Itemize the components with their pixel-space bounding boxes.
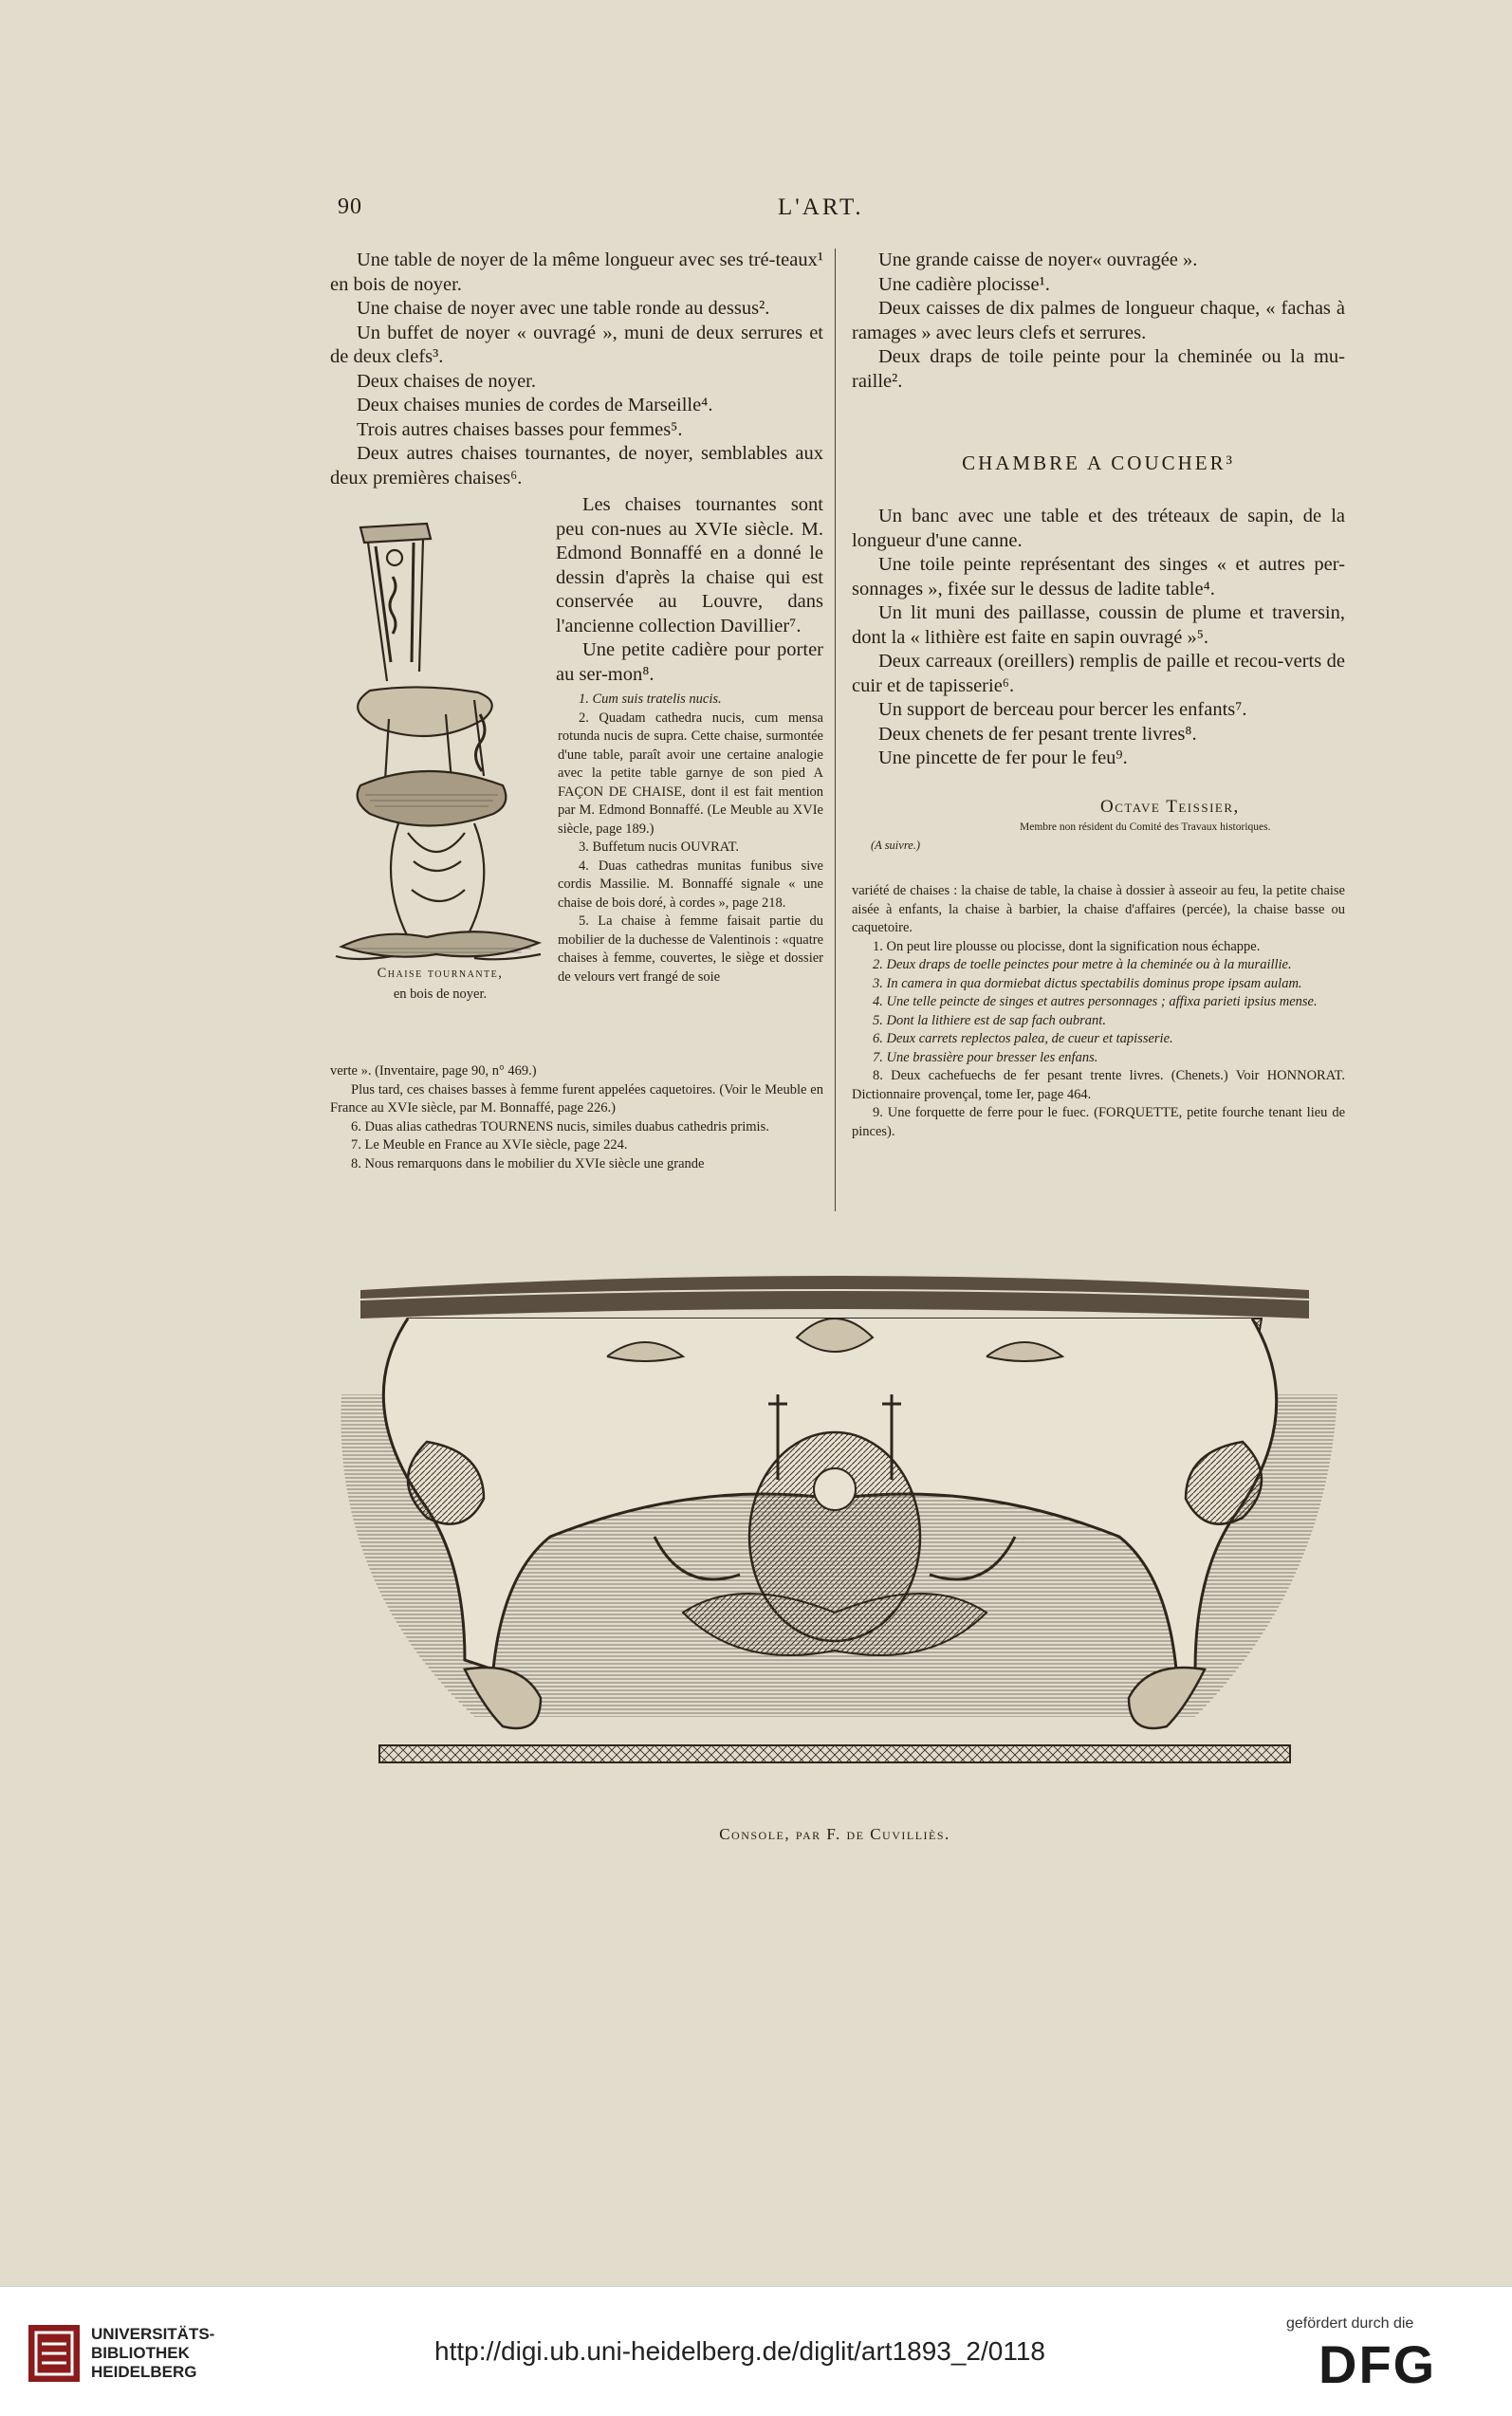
right-paragraph: Deux carreaux (oreillers) remplis de paille et recou-verts de cuir et de tapisserie⁶. (852, 651, 1345, 696)
right-footnote: 1. On peut lire plousse ou plocisse, dont la signification nous échappe. (873, 938, 1261, 954)
right-paragraph: Une cadière plocisse¹. (878, 273, 1050, 295)
running-title: L'ART. (778, 194, 864, 220)
left-footnote: verte ». (Inventaire, page 90, n° 469.) (330, 1063, 537, 1079)
left-paragraph: Deux autres chaises tournantes, de noyer, semblables aux deux premières chaises⁶. (330, 443, 823, 489)
left-footnote: 6. Duas alias cathedras TOURNENS nucis, similes duabus cathedris primis. (351, 1118, 769, 1134)
footer-bar (0, 2286, 1512, 2416)
right-paragraph: Une grande caisse de noyer« ouvragée ». (878, 249, 1198, 270)
right-footnote: 9. Une forquette de ferre pour le fuec. (FORQUETTE, petite fourche tenant lieu de pinces). (852, 1105, 1345, 1139)
library-name-line: HEIDELBERG (91, 2363, 197, 2381)
library-name-line: BIBLIOTHEK (91, 2344, 190, 2362)
chair-engraving (332, 520, 548, 966)
right-notes (852, 882, 1345, 1141)
to-follow-note: (A suivre.) (871, 839, 921, 852)
left-footnote: 5. La chaise à femme faisait partie du mobilier de la duchesse de Valentinois : «quatre chaises à femme, couvertes, le siège et dossier de velours vert frangé de soie (558, 913, 823, 985)
chair-caption-title: Chaise tournante, (377, 966, 504, 981)
chair-caption (332, 963, 548, 1005)
left-wrap-text (556, 493, 823, 687)
university-seal-icon (28, 2325, 80, 2382)
left-wrap-paragraph: Une petite cadière pour porter au ser-mon⁸. (556, 639, 823, 685)
right-paragraph: Deux draps de toile peinte pour la cheminée ou la mu-raille². (852, 346, 1345, 392)
left-footnote: 3. Buffetum nucis OUVRAT. (579, 839, 740, 855)
funding-note: gefördert durch die (1286, 2315, 1414, 2332)
right-footnote: 2. Deux draps de toelle peinctes pour metre à la cheminée ou à la muraillie. (873, 957, 1292, 972)
column-divider (835, 249, 836, 1211)
right-column-section (852, 505, 1345, 771)
library-name-line: UNIVERSITÄTS- (91, 2325, 215, 2343)
left-paragraph: Une chaise de noyer avec une table ronde au dessus². (357, 298, 770, 319)
right-paragraph: Deux caisses de dix palmes de longueur chaque, « fachas à ramages » avec leurs clefs et serrures. (852, 298, 1345, 343)
dfg-logo: DFG (1318, 2334, 1437, 2394)
right-paragraph: Deux chenets de fer pesant trente livres⁸. (878, 723, 1197, 745)
right-footnote: 5. Dont la lithiere est de sap fach oubrant. (873, 1012, 1106, 1028)
right-paragraph: Un banc avec une table et des tréteaux de sapin, de la longueur d'une canne. (852, 506, 1345, 551)
right-footnote: variété de chaises : la chaise de table, la chaise à dossier à asseoir au feu, la petite chaise aisée à enfants, la chaise à barbier, la chaise d'affaires (percée), la chaise basse ou caquetoire. (852, 883, 1345, 935)
chair-caption-subtitle: en bois de noyer. (393, 987, 488, 1002)
right-paragraph: Un lit muni des paillasse, coussin de plume et traversin, dont la « lithière est faite en sapin ouvragé »⁵. (852, 602, 1345, 648)
author-signature: Octave Teissier, (1100, 797, 1240, 817)
left-notes-wrap (558, 691, 823, 987)
left-wrap-paragraph: Les chaises tournantes sont peu con-nues au XVIe siècle. M. Edmond Bonnaffé en a donné le dessin d'après la chaise qui est conservée au Louvre, dans l'ancienne collection Davillier⁷. (556, 494, 823, 636)
plate-caption: Console, par F. de Cuvilliès. (719, 1825, 950, 1843)
author-role: Membre non résident du Comité des Travaux historiques. (1020, 821, 1271, 833)
left-footnote: Plus tard, ces chaises basses à femme furent appelées caquetoires. (Voir le Meuble en France au XVIe siècle, par M. Bonnaffé, page 226.) (330, 1081, 823, 1116)
right-paragraph: Un support de berceau pour bercer les enfants⁷. (878, 699, 1247, 720)
right-column-top (852, 249, 1345, 394)
right-footnote: 3. In camera in qua dormiebat dictus spectabilis dominus prope ipsam aulam. (873, 975, 1302, 991)
left-paragraph: Deux chaises de noyer. (357, 370, 536, 392)
right-footnote: 7. Une brassière pour bresser les enfans. (873, 1049, 1098, 1065)
library-name (91, 2325, 214, 2382)
left-notes-full (330, 1062, 823, 1173)
right-paragraph: Une pincette de fer pour le feu⁹. (878, 747, 1128, 768)
console-engraving (323, 1271, 1347, 1802)
page-number: 90 (338, 194, 362, 219)
left-paragraph: Trois autres chaises basses pour femmes⁵. (357, 418, 683, 440)
right-footnote: 4. Une telle peincte de singes et autres personnages ; affixa parieti ipsius mense. (873, 994, 1318, 1009)
left-paragraph: Deux chaises munies de cordes de Marseille⁴. (357, 395, 713, 415)
source-url-link[interactable]: http://digi.ub.uni-heidelberg.de/diglit/art1893_2/0118 (434, 2336, 1045, 2366)
right-footnote: 6. Deux carrets replectos palea, de cueur et tapisserie. (873, 1031, 1173, 1046)
section-heading: CHAMBRE A COUCHER³ (962, 452, 1235, 474)
left-paragraph: Une table de noyer de la même longueur avec ses tré-teaux¹ en bois de noyer. (330, 249, 823, 295)
left-footnote: 1. Cum suis tratelis nucis. (579, 692, 722, 707)
left-footnote: 7. Le Meuble en France au XVIe siècle, page 224. (351, 1137, 628, 1153)
left-footnote: 4. Duas cathedras munitas funibus sive cordis Massilie. M. Bonnaffé signale « une chaise de bois doré, à cordes », page 218. (558, 858, 823, 911)
right-paragraph: Une toile peinte représentant des singes « et autres per-sonnages », fixée sur le dessus de ladite table⁴. (852, 554, 1345, 599)
left-footnote: 2. Quadam cathedra nucis, cum mensa rotunda nucis de supra. Cette chaise, surmontée d'une table, paraît avoir une certaine analogie avec la petite table garnye de son pied A FAÇON DE CHAISE, dont il est fait mention par M. Edmond Bonnaffé. (Le Meuble au XVIe siècle, page 189.) (558, 710, 823, 837)
right-footnote: 8. Deux cachefuechs de fer pesant trente livres. (Chenets.) Voir HONNORAT. Dictionnaire provençal, tome Ier, page 464. (852, 1068, 1345, 1102)
left-column-top (330, 249, 823, 490)
left-paragraph: Un buffet de noyer « ouvragé », muni de deux serrures et de deux clefs³. (330, 322, 823, 367)
left-footnote: 8. Nous remarquons dans le mobilier du XVIe siècle une grande (351, 1155, 705, 1171)
